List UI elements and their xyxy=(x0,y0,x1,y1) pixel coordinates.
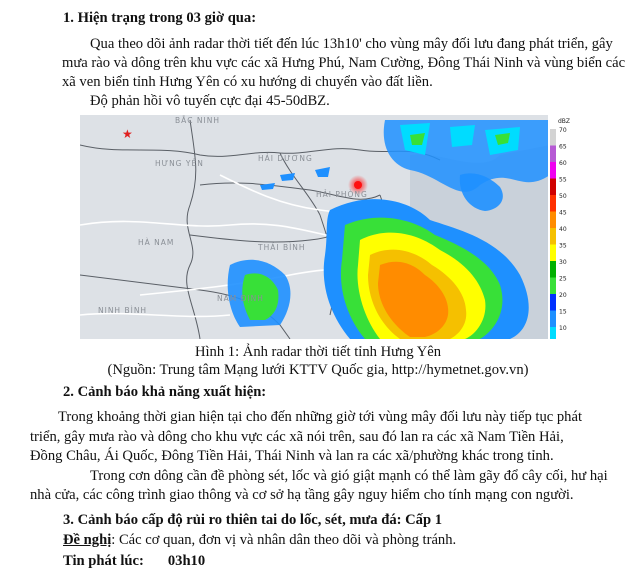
legend-swatch xyxy=(550,294,556,311)
legend-swatch xyxy=(550,146,556,163)
map-label: HÀ NAM xyxy=(138,238,175,247)
issue-label: Tin phát lúc: xyxy=(63,553,144,569)
section2-para1-line: Trong khoảng thời gian hiện tại cho đến những giờ tới vùng mây đối lưu này tiếp tục phát xyxy=(58,409,583,425)
legend-swatch xyxy=(550,162,556,179)
legend-swatch xyxy=(550,228,556,245)
legend-tick-label: 35 xyxy=(559,242,567,250)
section2-heading: 2. Cảnh báo khả năng xuất hiện: xyxy=(63,384,267,400)
section2-para1-line: triển, gây mưa rào và dông cho khu vực các xã nói trên, sau đó lan ra các xã Nam Tiền Hải, xyxy=(30,429,564,445)
legend-swatch xyxy=(550,278,556,295)
legend-swatch xyxy=(550,311,556,328)
legend-tick-label: 30 xyxy=(559,259,567,266)
section2-para2-line: Trong cơn dông cần đề phòng sét, lốc và gió giật mạnh có thể làm gãy đổ cây cối, hư hại xyxy=(90,468,608,484)
section3-heading: 3. Cảnh báo cấp độ rủi ro thiên tai do lốc, sét, mưa đá: Cấp 1 xyxy=(63,512,443,528)
legend-swatch xyxy=(550,179,556,196)
figure-source: (Nguồn: Trung tâm Mạng lưới KTTV Quốc gia, http://hymetnet.gov.vn) xyxy=(107,362,529,378)
legend-tick-label: 20 xyxy=(559,292,567,299)
section1-body-line: Qua theo dõi ảnh radar thời tiết đến lúc 13h10' cho vùng mây đối lưu đang phát triển, gây xyxy=(90,36,613,52)
legend-tick-label: 60 xyxy=(559,160,567,167)
map-label: HẢI DƯƠNG xyxy=(258,154,313,163)
legend-tick-label: 10 xyxy=(559,325,567,332)
figure-caption: Hình 1: Ảnh radar thời tiết tỉnh Hưng Yên xyxy=(194,344,442,360)
legend-tick-label: 40 xyxy=(559,226,567,233)
legend-swatch xyxy=(550,129,556,146)
map-label: HẢI PHÒNG xyxy=(316,190,368,199)
issue-time: 03h10 xyxy=(167,553,206,569)
storm-cell-core xyxy=(354,181,362,189)
legend-tick-label: 70 xyxy=(559,127,567,134)
map-label: THÁI BÌNH xyxy=(258,243,306,252)
recommend-text: : Các cơ quan, đơn vị và nhân dân theo dõi và phòng tránh. xyxy=(111,532,457,548)
map-label: BẮC NINH xyxy=(175,116,220,125)
capital-star-icon: ★ xyxy=(122,127,133,141)
legend-tick-label: 55 xyxy=(559,176,567,184)
legend-swatch xyxy=(550,261,556,278)
legend-tick-label: 65 xyxy=(559,143,567,151)
section1-body-line: mưa rào và dông trên khu vực các xã Hưng Phú, Nam Cường, Đông Thái Ninh và vùng biển các xyxy=(62,55,626,71)
legend-tick-label: 45 xyxy=(559,209,567,217)
reflectivity-text: Độ phản hồi vô tuyến cực đại 45-50dBZ. xyxy=(90,93,330,109)
legend-tick-label: 15 xyxy=(559,308,567,316)
section1-heading: 1. Hiện trạng trong 03 giờ qua: xyxy=(63,10,257,26)
legend-swatch xyxy=(550,195,556,212)
legend-swatch xyxy=(550,212,556,229)
legend-tick-label: 50 xyxy=(559,193,567,200)
section1-body-line: xã ven biển tỉnh Hưng Yên có xu hướng di chuyển vào đất liền. xyxy=(62,74,433,90)
map-label: HƯNG YÊN xyxy=(155,159,204,168)
section2-para1-line: Đồng Châu, Ái Quốc, Đông Tiền Hải, Thái Ninh và lan ra các xã/phường khác trong tỉnh. xyxy=(30,448,554,464)
legend-swatch xyxy=(550,245,556,262)
radar-image xyxy=(80,115,573,339)
map-label: NAM ĐỊNH xyxy=(217,294,264,303)
section2-para2-line: nhà cửa, các công trình giao thông và cơ sở hạ tầng gây nguy hiểm cho tính mạng con người. xyxy=(30,487,574,503)
legend-tick-label: 25 xyxy=(559,275,567,283)
legend-unit: dBZ xyxy=(558,118,571,125)
recommend-label: Đề nghị xyxy=(63,532,112,548)
map-label: NINH BÌNH xyxy=(98,306,148,315)
recommendation xyxy=(63,531,456,549)
issue-time-row xyxy=(63,552,205,570)
radar-map xyxy=(80,115,573,339)
legend-swatch xyxy=(550,327,556,339)
